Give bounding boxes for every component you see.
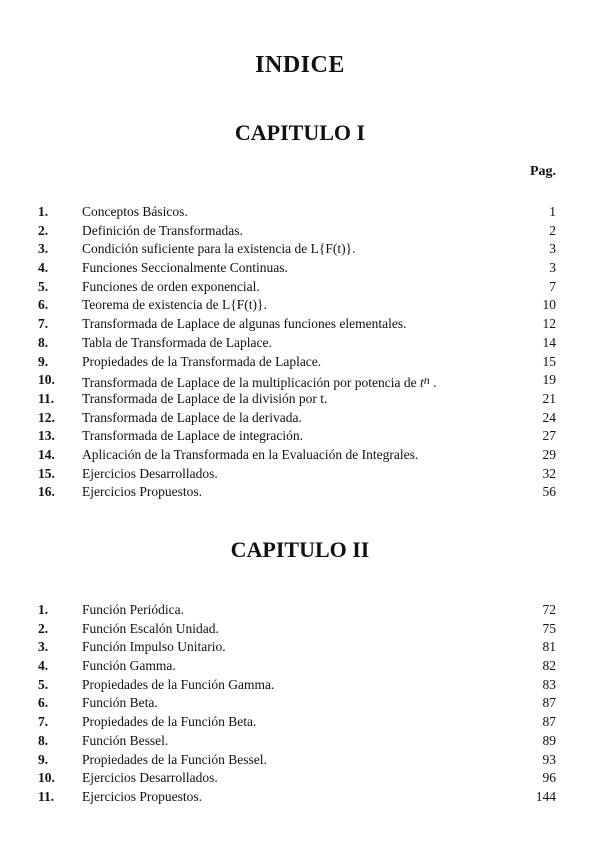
toc-entry-title-text: Función Gamma. bbox=[82, 658, 176, 674]
toc-entry bbox=[38, 446, 558, 465]
toc-entry-title-text: Conceptos Básicos. bbox=[82, 204, 188, 219]
toc-entry-title-text: Transformada de Laplace de la derivada. bbox=[82, 409, 302, 425]
toc-entry bbox=[38, 390, 558, 409]
toc-entry-title-text: Aplicación de la Transformada en la Evaluación de Integrales. bbox=[82, 446, 419, 462]
toc-entry-page: 96 bbox=[542, 770, 556, 786]
toc-entry-number: 9. bbox=[38, 751, 49, 767]
toc-entry-page: 87 bbox=[542, 714, 556, 730]
toc-entry-title bbox=[82, 296, 267, 315]
toc-entry-page: 1 bbox=[549, 204, 556, 219]
toc-entry bbox=[38, 732, 558, 751]
chapter-1-entries bbox=[38, 203, 558, 502]
toc-entry-number: 12. bbox=[38, 409, 55, 425]
toc-entry bbox=[38, 601, 558, 620]
toc-entry-number: 1. bbox=[38, 204, 49, 219]
toc-entry bbox=[38, 657, 558, 676]
toc-entry-page: 7 bbox=[549, 278, 556, 294]
index-title: INDICE bbox=[255, 52, 345, 78]
toc-entry-number: 1. bbox=[38, 602, 49, 617]
toc-entry-page: 14 bbox=[542, 334, 556, 350]
toc-entry-title bbox=[82, 203, 188, 222]
toc-entry-page: 144 bbox=[535, 788, 556, 804]
toc-entry-page: 15 bbox=[542, 353, 556, 369]
toc-entry bbox=[38, 788, 558, 807]
toc-entry-number: 6. bbox=[38, 695, 49, 711]
toc-entry-title bbox=[82, 788, 202, 807]
toc-entry bbox=[38, 427, 558, 446]
toc-entry-page: 89 bbox=[542, 732, 556, 748]
formula-variable: t bbox=[420, 375, 424, 391]
chapter-2-entries bbox=[38, 601, 558, 807]
toc-entry-page: 75 bbox=[542, 620, 556, 636]
toc-entry-page: 82 bbox=[542, 658, 556, 674]
toc-entry-title bbox=[82, 751, 267, 770]
toc-entry bbox=[38, 465, 558, 484]
toc-entry-title-text: Función Impulso Unitario. bbox=[82, 639, 226, 655]
toc-entry-number: 3. bbox=[38, 639, 49, 655]
toc-entry-page: 81 bbox=[542, 639, 556, 655]
toc-entry-title bbox=[82, 427, 303, 446]
toc-entry bbox=[38, 713, 558, 732]
toc-entry-page: 72 bbox=[542, 602, 556, 617]
toc-entry-title-text: Función Bessel. bbox=[82, 732, 169, 748]
toc-entry-title-text: Función Beta. bbox=[82, 695, 158, 711]
toc-entry bbox=[38, 620, 558, 639]
toc-entry-title-text: Condición suficiente para la existencia de L{F(t)}. bbox=[82, 241, 356, 257]
toc-entry-title-text: Teorema de existencia de L{F(t)}. bbox=[82, 297, 267, 313]
toc-entry bbox=[38, 371, 558, 390]
toc-entry-number: 4. bbox=[38, 658, 49, 674]
toc-entry-number: 4. bbox=[38, 260, 49, 276]
formula-exponent: n bbox=[423, 373, 430, 388]
toc-entry-page: 83 bbox=[542, 676, 556, 692]
toc-entry-title bbox=[82, 713, 256, 732]
toc-entry-title bbox=[82, 222, 243, 241]
toc-entry-title-text: Funciones Seccionalmente Continuas. bbox=[82, 260, 288, 276]
toc-entry-number: 14. bbox=[38, 446, 55, 462]
toc-entry-title-text: Ejercicios Propuestos. bbox=[82, 788, 202, 804]
toc-entry-number: 5. bbox=[38, 676, 49, 692]
toc-entry-title-text: Ejercicios Desarrollados. bbox=[82, 770, 218, 786]
toc-entry bbox=[38, 638, 558, 657]
toc-entry-title bbox=[82, 390, 327, 409]
toc-entry bbox=[38, 222, 558, 241]
toc-entry-title bbox=[82, 240, 356, 259]
toc-entry-title bbox=[82, 769, 218, 788]
toc-entry bbox=[38, 676, 558, 695]
chapter-1-title: CAPITULO I bbox=[234, 120, 366, 145]
toc-entry-page: 3 bbox=[549, 260, 556, 276]
toc-entry-number: 8. bbox=[38, 334, 49, 350]
toc-entry-page: 2 bbox=[549, 222, 556, 238]
toc-entry-title bbox=[82, 694, 158, 713]
toc-entry bbox=[38, 769, 558, 788]
toc-entry-title bbox=[82, 446, 418, 465]
toc-entry-title bbox=[82, 657, 176, 676]
toc-entry-title-text: Tabla de Transformada de Laplace. bbox=[82, 334, 272, 350]
toc-entry-page: 19 bbox=[542, 372, 556, 388]
toc-entry bbox=[38, 694, 558, 713]
toc-entry-page: 24 bbox=[542, 409, 556, 425]
toc-entry bbox=[38, 296, 558, 315]
toc-entry-number: 11. bbox=[38, 788, 55, 804]
toc-entry-number: 2. bbox=[38, 620, 49, 636]
toc-entry-number: 6. bbox=[38, 297, 49, 313]
toc-entry-page: 93 bbox=[542, 751, 556, 767]
toc-entry-title-text: Propiedades de la Función Bessel. bbox=[82, 751, 267, 767]
toc-entry-number: 10. bbox=[38, 770, 55, 786]
toc-entry-title bbox=[82, 334, 272, 353]
toc-entry bbox=[38, 315, 558, 334]
toc-entry-page: 27 bbox=[542, 428, 556, 444]
chapter-2-title: CAPITULO II bbox=[230, 537, 370, 562]
toc-entry-title bbox=[82, 278, 260, 297]
toc-entry-title bbox=[82, 259, 288, 278]
toc-entry-page: 3 bbox=[549, 241, 556, 257]
toc-entry-number: 2. bbox=[38, 222, 49, 238]
toc-entry bbox=[38, 334, 558, 353]
toc-entry-title bbox=[82, 353, 321, 372]
toc-entry-title-text: Propiedades de la Transformada de Laplace. bbox=[82, 353, 322, 369]
toc-entry-title-text: Transformada de Laplace de la división por t. bbox=[82, 390, 328, 406]
toc-entry bbox=[38, 240, 558, 259]
toc-entry-number: 7. bbox=[38, 316, 49, 332]
toc-entry bbox=[38, 203, 558, 222]
toc-entry-title bbox=[82, 620, 219, 639]
toc-entry-number: 3. bbox=[38, 241, 49, 257]
toc-entry-number: 9. bbox=[38, 353, 49, 369]
page-column-label: Pag. bbox=[530, 164, 557, 179]
toc-entry-page: 10 bbox=[542, 297, 556, 313]
toc-entry-title bbox=[82, 483, 202, 502]
toc-entry-title-text: Transformada de Laplace de la multiplicación por potencia de bbox=[82, 375, 417, 391]
toc-entry-number: 7. bbox=[38, 714, 49, 730]
toc-entry-title-text: Ejercicios Desarrollados. bbox=[82, 465, 218, 481]
toc-entry-page: 21 bbox=[542, 390, 556, 406]
toc-entry-title bbox=[82, 315, 407, 334]
toc-entry-title-text: Transformada de Laplace de integración. bbox=[82, 428, 304, 444]
toc-entry-title bbox=[82, 638, 226, 657]
toc-entry-number: 11. bbox=[38, 390, 55, 406]
toc-entry-title bbox=[82, 409, 302, 428]
toc-entry bbox=[38, 409, 558, 428]
toc-entry-title-text: Propiedades de la Función Beta. bbox=[82, 714, 257, 730]
toc-entry-page: 12 bbox=[542, 316, 556, 332]
toc-entry bbox=[38, 751, 558, 770]
toc-entry-title bbox=[82, 465, 218, 484]
toc-entry-title-text: Función Escalón Unidad. bbox=[82, 620, 219, 636]
toc-entry-title bbox=[82, 732, 168, 751]
toc-entry-page: 87 bbox=[542, 695, 556, 711]
toc-entry-title-text: Definición de Transformadas. bbox=[82, 222, 243, 238]
toc-entry bbox=[38, 353, 558, 372]
toc-entry bbox=[38, 483, 558, 502]
toc-entry bbox=[38, 259, 558, 278]
toc-entry-title-text: Transformada de Laplace de algunas funciones elementales. bbox=[82, 316, 407, 332]
toc-entry-number: 15. bbox=[38, 465, 55, 481]
toc-entry-number: 10. bbox=[38, 372, 55, 388]
toc-entry-number: 16. bbox=[38, 484, 55, 500]
toc-entry-page: 32 bbox=[542, 465, 556, 481]
toc-entry-number: 8. bbox=[38, 732, 49, 748]
toc-entry-title-text: Propiedades de la Función Gamma. bbox=[82, 676, 275, 692]
toc-entry-title-text: Función Periódica. bbox=[82, 602, 184, 617]
toc-entry-page: 29 bbox=[542, 446, 556, 462]
toc-entry bbox=[38, 278, 558, 297]
toc-entry-page: 56 bbox=[542, 484, 556, 500]
toc-entry-number: 5. bbox=[38, 278, 49, 294]
toc-entry-title bbox=[82, 601, 184, 620]
toc-entry-number: 13. bbox=[38, 428, 55, 444]
formula-suffix: . bbox=[429, 375, 437, 391]
toc-entry-title-text: Ejercicios Propuestos. bbox=[82, 484, 202, 500]
toc-entry-title bbox=[82, 676, 274, 695]
toc-entry-title-text: Funciones de orden exponencial. bbox=[82, 278, 260, 294]
